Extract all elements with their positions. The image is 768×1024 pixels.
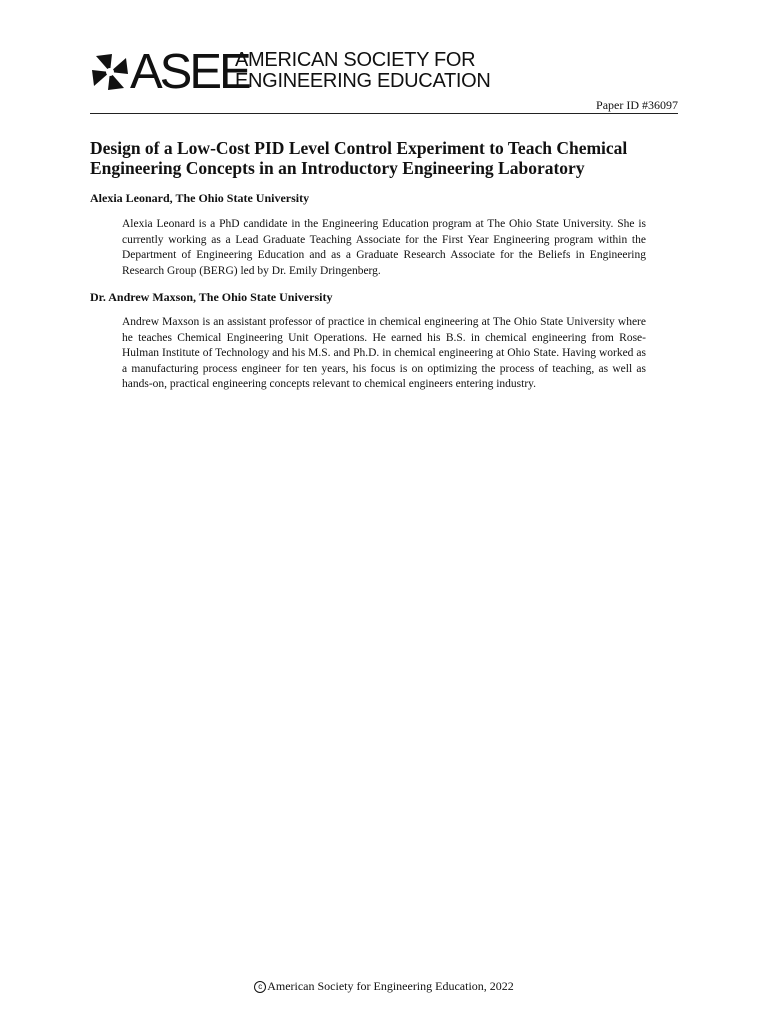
page-footer bbox=[0, 979, 768, 993]
author-bio-2: Andrew Maxson is an assistant professor of practice in chemical engineering at The Ohio State University where he teaches Chemical Engineering Unit Operations. He earned his B.S. in chemical engineering from Rose-Hulman Institute of Technology and his M.S. and Ph.D. in chemical engineering at Ohio State. Having worked as a manufacturing process engineer for ten years, his focus is on optimizing the process of teaching, as well as hands-on, practical engineering concepts relevant to chemical engineers entering industry. bbox=[122, 316, 646, 390]
footer-text: American Society for Engineering Education, 2022 bbox=[267, 979, 514, 993]
page-header bbox=[90, 45, 678, 114]
paper-title: Design of a Low-Cost PID Level Control Experiment to Teach Chemical Engineering Concepts in an Introductory Engineering Laboratory bbox=[90, 138, 628, 178]
logo-society-name bbox=[235, 50, 491, 92]
logo-line-2: ENGINEERING EDUCATION bbox=[235, 70, 491, 92]
asee-pinwheel-icon bbox=[90, 52, 130, 92]
header-divider bbox=[90, 113, 678, 114]
author-bio-1: Alexia Leonard is a PhD candidate in the Engineering Education program at The Ohio State University. She is currently working as a Lead Graduate Teaching Associate for the First Year Engineering program within the Department of Engineering Education and as a Graduate Research Associate for the Beliefs in Engineering Research Group (BERG) led by Dr. Emily Dringenberg. bbox=[122, 218, 646, 277]
paper-id: Paper ID #36097 bbox=[596, 98, 678, 112]
author-name-1: Alexia Leonard, The Ohio State University bbox=[90, 191, 310, 205]
logo-acronym: ASEE bbox=[130, 45, 249, 99]
author-name-2: Dr. Andrew Maxson, The Ohio State University bbox=[90, 290, 333, 304]
logo-line-1: AMERICAN SOCIETY FOR bbox=[235, 49, 476, 71]
copyright-icon: c bbox=[254, 981, 266, 993]
